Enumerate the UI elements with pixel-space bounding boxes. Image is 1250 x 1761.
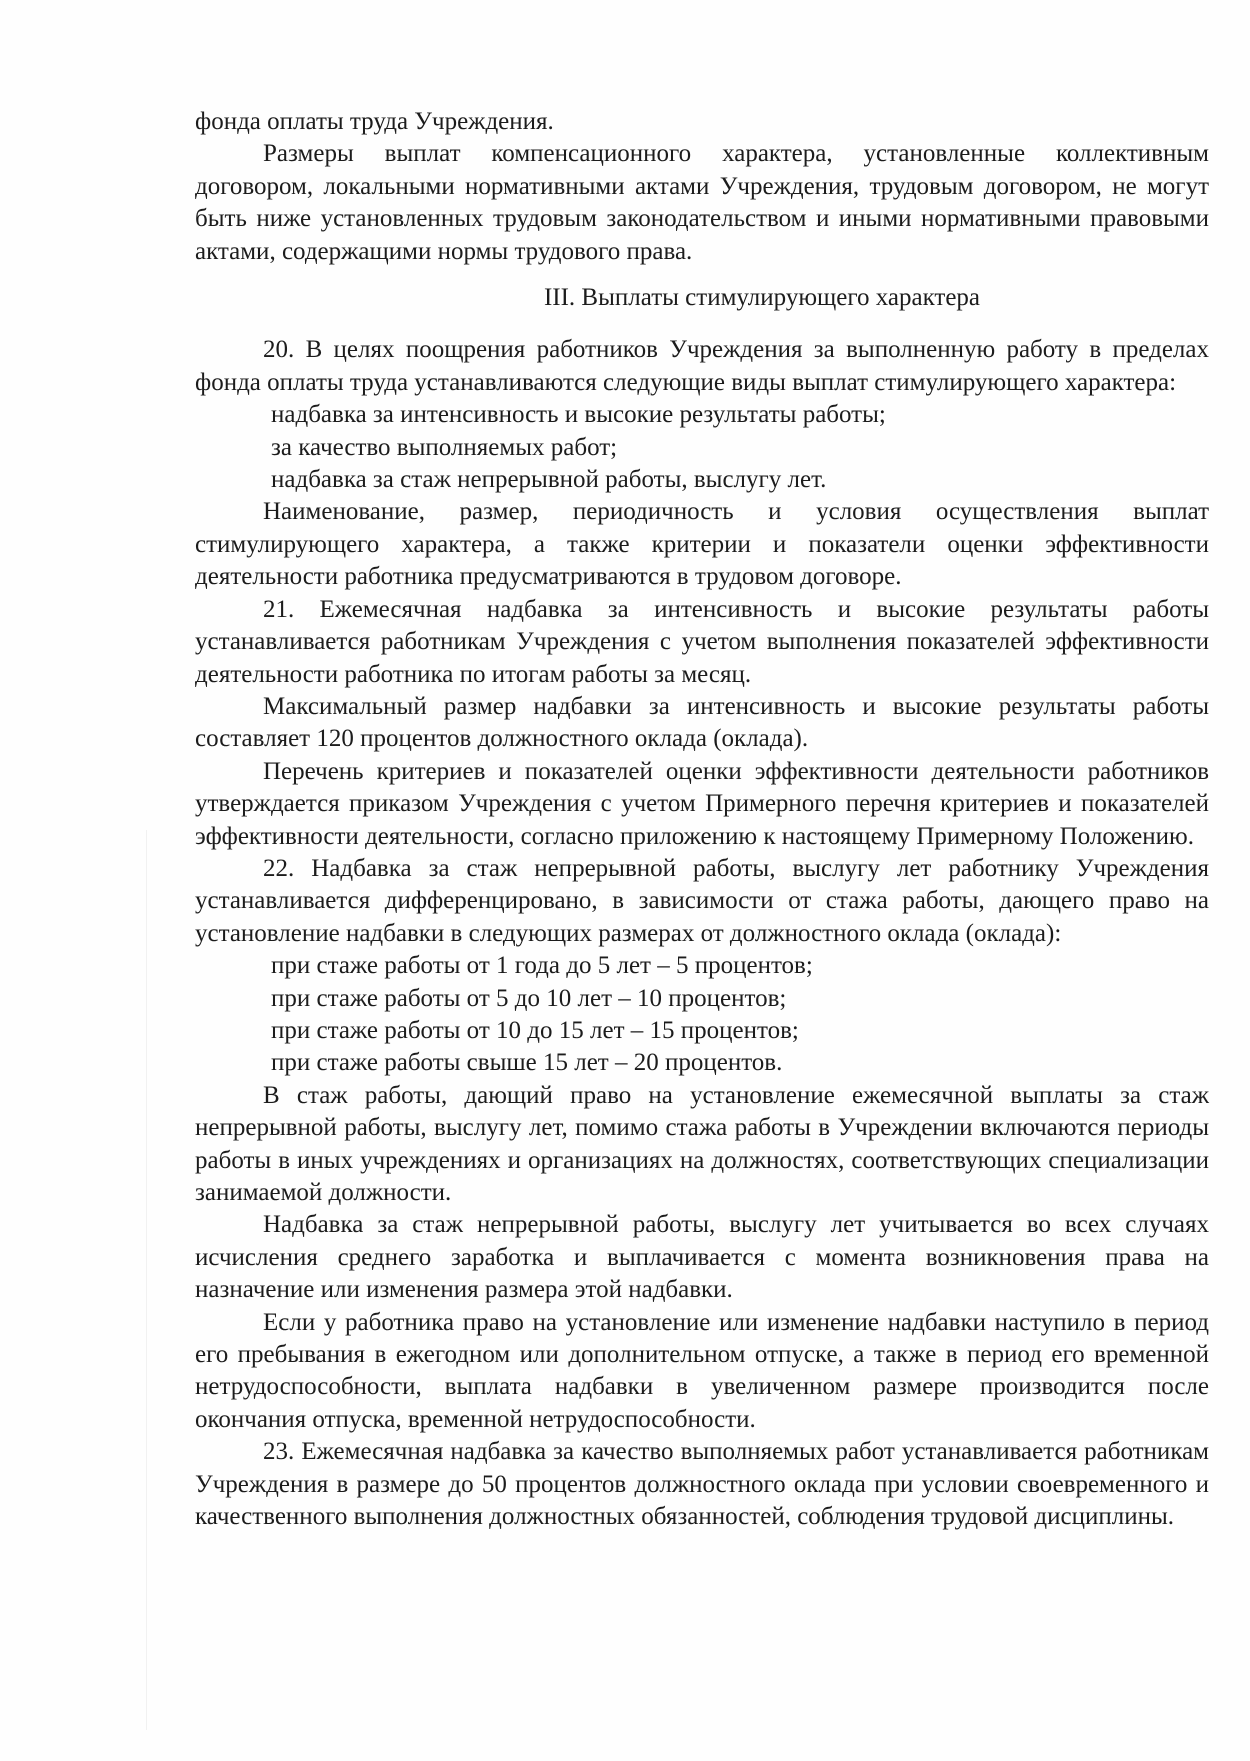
paragraph: В стаж работы, дающий право на установление ежемесячной выплаты за стаж непрерывной работы, выслугу лет, помимо стажа работы в Учреждении включаются периоды работы в иных учреждениях и организациях на должностях, соответствующих специализации занимаемой должности. — [195, 1081, 1209, 1206]
list-item: при стаже работы от 5 до 10 лет – 10 процентов; — [271, 984, 787, 1012]
paragraph: Максимальный размер надбавки за интенсивность и высокие результаты работы составляет 120 процентов должностного оклада (оклада). — [195, 692, 1209, 753]
list-item: при стаже работы от 10 до 15 лет – 15 процентов; — [271, 1016, 799, 1044]
list-item: надбавка за стаж непрерывной работы, выслугу лет. — [271, 466, 827, 494]
document-body — [195, 106, 1209, 1533]
paragraph: Размеры выплат компенсационного характера, установленные коллективным договором, локальными нормативными актами Учреждения, трудовым договором, не могут быть ниже установленных трудовым законодательством и иными нормативными правовыми актами, содержащими нормы трудового права. — [195, 140, 1209, 265]
paragraph: Перечень критериев и показателей оценки эффективности деятельности работников утверждается приказом Учреждения с учетом Примерного перечня критериев и показателей эффективности деятельности, согласно приложению к настоящему Примерному Положению. — [195, 757, 1209, 850]
paragraph-continuation: фонда оплаты труда Учреждения. — [195, 108, 554, 135]
list-item: при стаже работы от 1 года до 5 лет – 5 процентов; — [271, 952, 813, 980]
paragraph: 22. Надбавка за стаж непрерывной работы, выслугу лет работнику Учреждения устанавливается дифференцировано, в зависимости от стажа работы, дающего право на установление надбавки в следующих размерах от должностного оклада (оклада): — [195, 854, 1209, 947]
list-item: при стаже работы свыше 15 лет – 20 процентов. — [271, 1049, 783, 1077]
scan-artifact-line — [146, 830, 147, 1730]
section-heading: III. Выплаты стимулирующего характера — [543, 284, 981, 312]
list-item: за качество выполняемых работ; — [271, 433, 618, 461]
paragraph: 20. В целях поощрения работников Учреждения за выполненную работу в пределах фонда оплаты труда устанавливаются следующие виды выплат стимулирующего характера: — [195, 336, 1209, 396]
paragraph: Если у работника право на установление или изменение надбавки наступило в период его пребывания в ежегодном или дополнительном отпуске, а также в период его временной нетрудоспособности, выплата надбавки в увеличенном размере производится после окончания отпуска, временной нетрудоспособности. — [195, 1308, 1209, 1433]
paragraph: Наименование, размер, периодичность и условия осуществления выплат стимулирующего характера, а также критерии и показатели оценки эффективности деятельности работника предусматриваются в трудовом договоре. — [195, 498, 1209, 591]
paragraph: Надбавка за стаж непрерывной работы, выслугу лет учитывается во всех случаях исчисления среднего заработка и выплачивается с момента возникновения права на назначение или изменения размера этой надбавки. — [195, 1211, 1209, 1304]
list-item: надбавка за интенсивность и высокие результаты работы; — [271, 401, 886, 429]
paragraph: 23. Ежемесячная надбавка за качество выполняемых работ устанавливается работникам Учреждения в размере до 50 процентов должностного оклада при условии своевременного и качественного выполнения должностных обязанностей, соблюдения трудовой дисциплины. — [195, 1438, 1209, 1531]
paragraph: 21. Ежемесячная надбавка за интенсивность и высокие результаты работы устанавливается работникам Учреждения с учетом выполнения показателей эффективности деятельности работника по итогам работы за месяц. — [195, 595, 1209, 688]
